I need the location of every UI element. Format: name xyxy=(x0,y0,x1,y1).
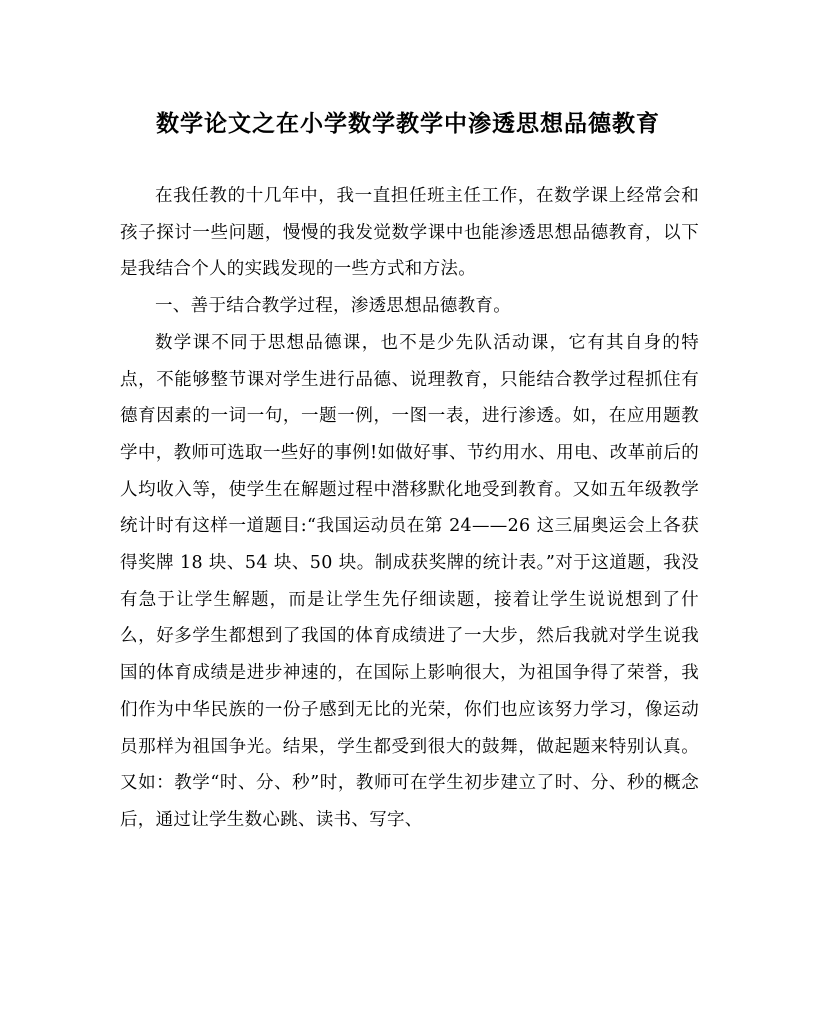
section-heading: 一、善于结合教学过程，渗透思想品德教育。 xyxy=(155,296,511,317)
paragraph-body: 数学课不同于思想品德课，也不是少先队活动课，它有其自身的特点，不能够整节课对学生进行品德、说理教育，只能结合教学过程抓住有德育因素的一词一句，一题一例，一图一表，进行渗透。如，在应用题教学中，教师可选取一些好的事例!如做好事、节约用水、用电、改革前后的人均收入等，使学生在解题过程中潜移默化地受到教育。又如五年级教学统计时有这样一道题目:“我国运动员在第 24——26 这三届奥运会上各获得奖牌 18 块、54 块、50 块。制成获奖牌的统计表。”对于这道题，我没有急于让学生解题，而是让学生先仔细读题，接着让学生说说想到了什么，好多学生都想到了我国的体育成绩进了一大步，然后我就对学生说我国的体育成绩是进步神速的，在国际上影响很大，为祖国争得了荣誉，我们作为中华民族的一份子感到无比的光荣，你们也应该努力学习，像运动员那样为祖国争光。结果，学生都受到很大的鼓舞，做起题来特别认真。又如：教学“时、分、秒”时，教师可在学生初步建立了时、分、秒的概念后，通过让学生数心跳、读书、写字、 xyxy=(120,332,699,830)
paragraph-intro: 在我任教的十几年中，我一直担任班主任工作，在数学课上经常会和孩子探讨一些问题，慢慢的我发觉数学课中也能渗透思想品德教育，以下是我结合个人的实践发现的一些方式和方法。 xyxy=(120,186,699,280)
document-body xyxy=(120,178,699,839)
document-title: 数学论文之在小学数学教学中渗透思想品德教育 xyxy=(156,110,660,137)
